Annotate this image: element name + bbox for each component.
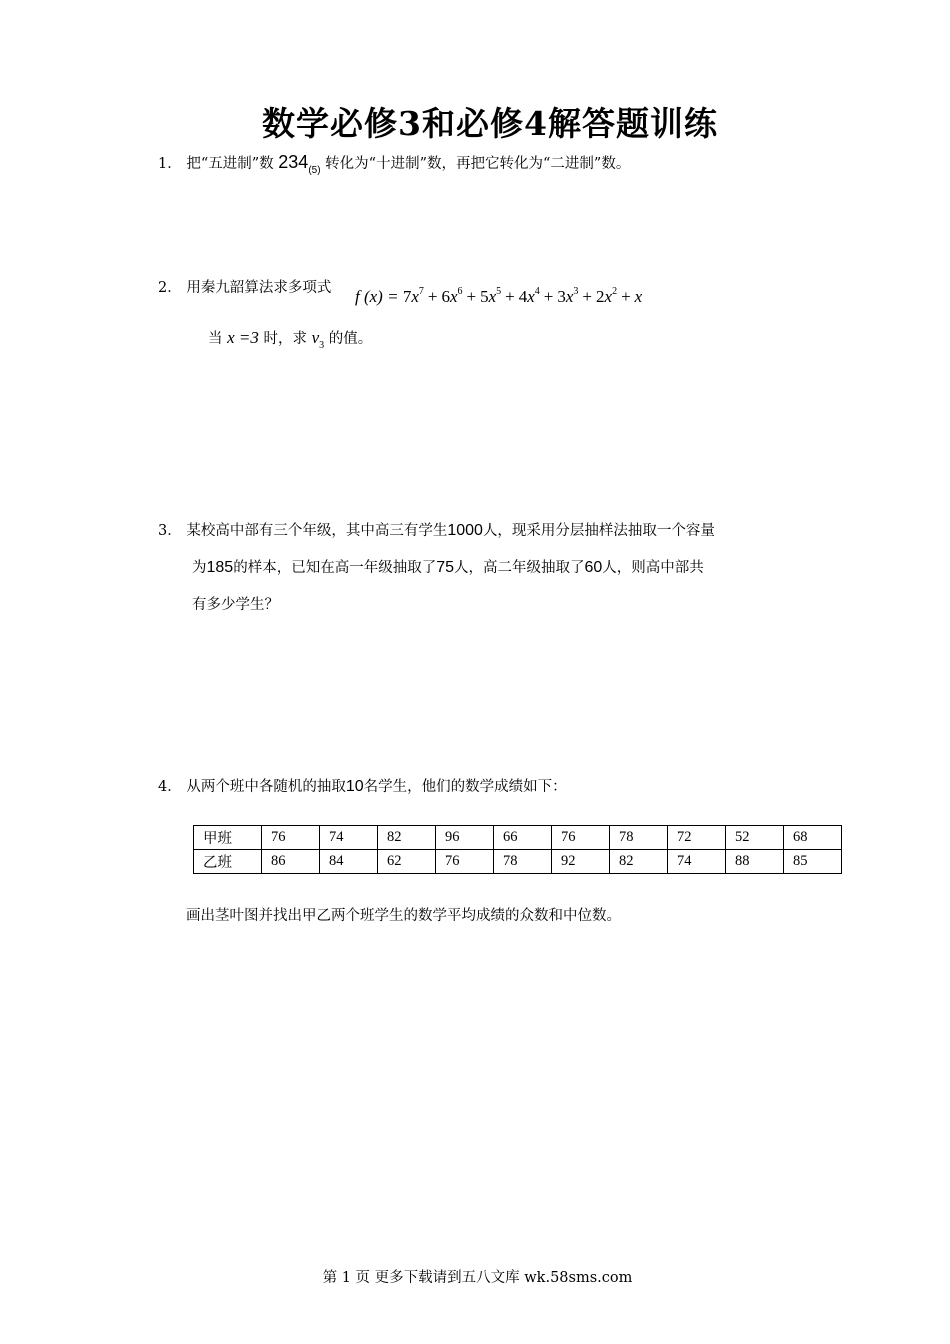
problem-text: 人，高二年级抽取了 [454, 560, 585, 576]
table-row [194, 826, 842, 850]
variable: x [565, 287, 574, 306]
polynomial-formula [355, 286, 642, 307]
problem-text: 某校高中部有三个年级，其中高三有学生 [186, 523, 448, 539]
polynomial-term [505, 287, 540, 306]
problem-text: 人，现采用分层抽样法抽取一个容量 [482, 523, 715, 539]
operator: + [466, 287, 477, 306]
problem-text: 当 [208, 331, 223, 347]
score-cell: 74 [668, 850, 726, 874]
polynomial-term [467, 287, 502, 306]
score-cell: 92 [552, 850, 610, 874]
problem-text: 把“五进制”数 [186, 156, 274, 172]
problem-text: 名学生，他们的数学成绩如下： [363, 779, 567, 795]
number-value: 185 [206, 559, 234, 576]
polynomial-term [403, 287, 424, 306]
problem-number: 1． [158, 156, 182, 172]
score-cell: 85 [784, 850, 842, 874]
problem-2-line-2 [208, 328, 372, 356]
table-row [194, 850, 842, 874]
number-value: 60 [584, 559, 603, 576]
page-footer: 第 1 页 更多下载请到五八文库 wk.58sms.com [322, 1270, 633, 1286]
problem-number: 4． [158, 779, 182, 795]
exponent: 7 [418, 286, 424, 297]
problem-4-question: 画出茎叶图并找出甲乙两个班学生的数学平均成绩的众数和中位数。 [186, 908, 621, 924]
polynomial-term [582, 287, 617, 306]
score-cell: 86 [262, 850, 320, 874]
operator: + [505, 287, 515, 306]
polynomial-term [428, 287, 463, 306]
coefficient: 3 [557, 287, 566, 306]
operator: + [621, 287, 631, 306]
problem-text: 时，求 [263, 331, 307, 347]
class-label-cell: 乙班 [194, 850, 262, 874]
number-value: 75 [436, 559, 454, 576]
target-variable: $v_3$ [311, 328, 325, 351]
condition-formula: x =3 [227, 328, 259, 347]
problem-text: 为 [192, 560, 207, 576]
exponent: 5 [496, 286, 502, 297]
score-cell: 66 [494, 826, 552, 850]
base5-number: $234_{(5)}$ [278, 152, 321, 176]
coefficient: 6 [441, 287, 450, 306]
base-subscript: (5) [308, 165, 321, 176]
scores-table [193, 825, 842, 874]
score-cell: 76 [552, 826, 610, 850]
problem-4 [158, 777, 567, 797]
variable: x [488, 287, 497, 306]
variable: x [634, 287, 643, 306]
problem-1 [158, 152, 630, 181]
score-cell: 76 [262, 826, 320, 850]
coefficient: 7 [402, 287, 412, 306]
variable: x [527, 287, 535, 306]
score-cell: 76 [436, 850, 494, 874]
problem-text: 的样本，已知在高一年级抽取了 [233, 560, 437, 576]
exponent: 4 [534, 286, 540, 297]
class-label-cell: 甲班 [194, 826, 262, 850]
exponent: 3 [573, 286, 579, 297]
problem-3-line-2 [192, 558, 704, 578]
score-cell: 84 [320, 850, 378, 874]
score-cell: 62 [378, 850, 436, 874]
score-cell: 72 [668, 826, 726, 850]
score-cell: 82 [378, 826, 436, 850]
number-value: 1000 [447, 522, 483, 539]
polynomial-terms [403, 287, 642, 306]
coefficient: 5 [480, 287, 489, 306]
problem-text: 人，则高中部共 [602, 560, 704, 576]
exponent: 2 [612, 286, 618, 297]
problem-number: 3． [158, 523, 182, 539]
polynomial-term [544, 287, 579, 306]
operator: + [427, 287, 438, 306]
variable: x [604, 287, 613, 306]
score-cell: 88 [726, 850, 784, 874]
score-cell: 78 [494, 850, 552, 874]
problem-number: 2． [158, 280, 182, 296]
operator: + [582, 287, 593, 306]
problem-text: 从两个班中各随机的抽取 [186, 779, 346, 795]
exponent: 6 [457, 286, 463, 297]
coefficient: 4 [518, 287, 528, 306]
scores-table-body [194, 826, 842, 874]
score-cell: 74 [320, 826, 378, 850]
score-cell: 52 [726, 826, 784, 850]
problem-3-line-3: 有多少学生？ [192, 597, 279, 613]
problem-3-line-1 [158, 521, 715, 541]
problem-text: 转化为“十进制”数，再把它转化为“二进制”数。 [325, 156, 631, 172]
coefficient: 2 [596, 287, 605, 306]
polynomial-term [621, 287, 642, 306]
number-value: 10 [345, 778, 364, 795]
variable: x [449, 287, 458, 306]
score-cell: 78 [610, 826, 668, 850]
score-cell: 82 [610, 850, 668, 874]
formula-lhs: f (x) = [355, 287, 399, 306]
problem-text: 用秦九韶算法求多项式 [186, 280, 332, 296]
problem-2 [158, 278, 331, 298]
operator: + [543, 287, 554, 306]
problem-text: 的值。 [328, 331, 373, 347]
page-title: 数学必修3和必修4解答题训练 [262, 104, 718, 143]
score-cell: 96 [436, 826, 494, 850]
variable: x [411, 287, 419, 306]
score-cell: 68 [784, 826, 842, 850]
